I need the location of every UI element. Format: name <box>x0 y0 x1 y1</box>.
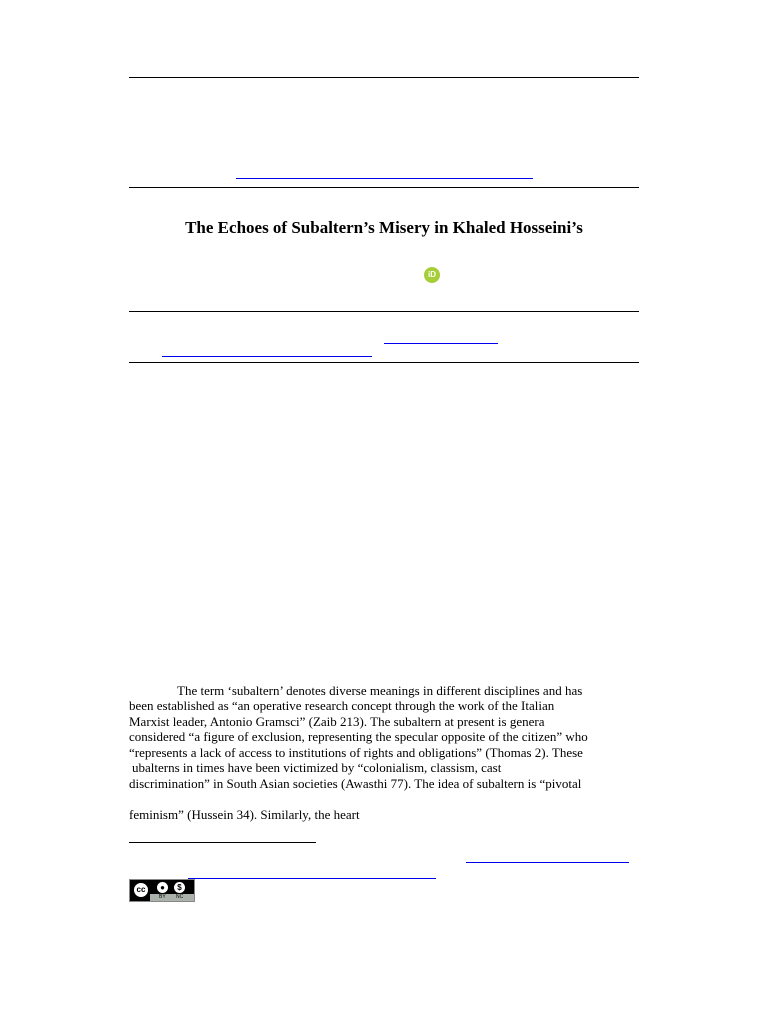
body-line: considered “a figure of exclusion, representing the specular opposite of the citizen” who <box>129 729 588 744</box>
body-line: The term ‘subaltern’ denotes diverse meanings in different disciplines and has <box>177 683 583 698</box>
doi-link[interactable] <box>384 343 498 344</box>
nc-label: NC <box>176 894 184 900</box>
body-line: ubalterns in times have been victimized by “colonialism, classism, cast <box>132 760 502 775</box>
by-person-icon: ● <box>156 881 169 894</box>
body-line: “represents a lack of access to institutions of rights and obligations” (Thomas 2). These <box>129 745 583 760</box>
metadata-top-rule <box>129 311 639 312</box>
footnote-rule <box>129 842 316 843</box>
by-label: BY <box>159 894 166 900</box>
journal-url-link[interactable] <box>236 178 533 179</box>
article-url-link[interactable] <box>162 356 372 357</box>
body-line: feminism” (Hussein 34). Similarly, the heart <box>129 807 360 822</box>
nc-dollar-icon: $ <box>173 881 186 894</box>
cc-badge-bar <box>150 894 194 901</box>
orcid-icon[interactable]: iD <box>424 267 440 283</box>
body-line: discrimination” in South Asian societies (Awasthi 77). The idea of subaltern is “pivotal <box>129 776 582 791</box>
header-bottom-rule <box>129 187 639 188</box>
footnote-email-link[interactable] <box>466 862 629 863</box>
cc-license-badge[interactable] <box>129 879 195 902</box>
cc-icon: cc <box>133 882 149 898</box>
body-line: been established as “an operative research concept through the work of the Italian <box>129 698 555 713</box>
body-line: Marxist leader, Antonio Gramsci” (Zaib 213). The subaltern at present is genera <box>129 714 545 729</box>
header-top-rule <box>129 77 639 78</box>
article-title: The Echoes of Subaltern’s Misery in Khaled Hosseini’s <box>185 218 583 237</box>
footnote-url-link[interactable] <box>188 878 436 879</box>
metadata-bottom-rule <box>129 362 639 363</box>
